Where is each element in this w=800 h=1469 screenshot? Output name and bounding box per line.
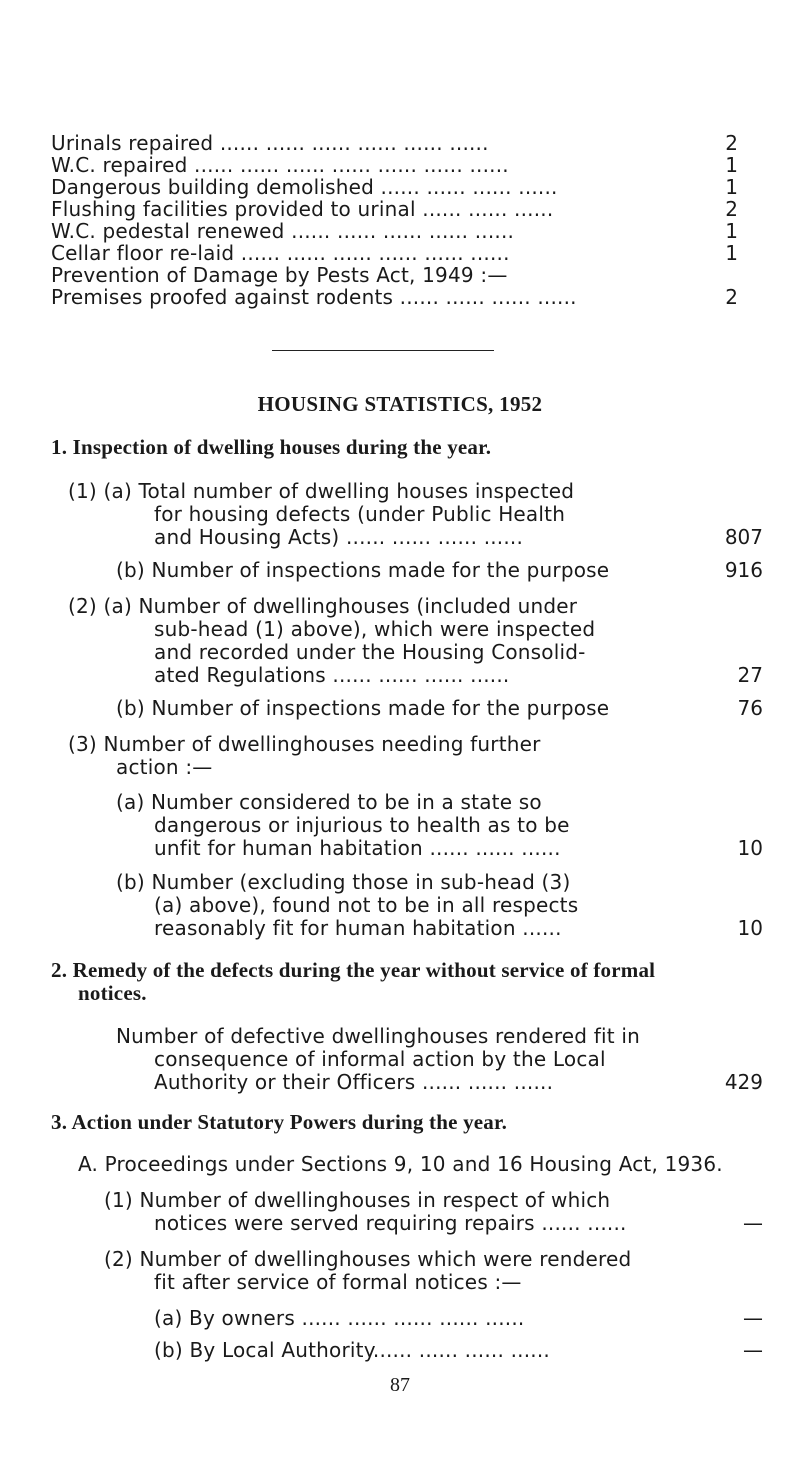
stat-value: —	[743, 1338, 763, 1362]
item-label: Cellar floor re-laid ...... ...... ...... ...... ...... ......	[51, 241, 510, 265]
item-value: 2	[725, 131, 738, 155]
text-line: fit after service of formal notices :—	[154, 1270, 522, 1294]
text-line: (b) Number (excluding those in sub-head (3)	[116, 870, 571, 894]
stat-value: —	[743, 1211, 763, 1235]
text-line: and recorded under the Housing Consolid-	[154, 640, 586, 664]
text-line: (2) Number of dwellinghouses which were rendered	[104, 1247, 632, 1271]
item-value: 2	[725, 285, 738, 309]
text-line: (a) above), found not to be in all respects	[154, 893, 579, 917]
stat-value: 429	[724, 1070, 763, 1094]
section-heading: 1. Inspection of dwelling houses during the year.	[51, 435, 492, 459]
item-label: Flushing facilities provided to urinal ...... ...... ......	[51, 197, 554, 221]
item-value: 1	[725, 241, 738, 265]
text-line: for housing defects (under Public Health	[154, 502, 566, 526]
text-line: (2) (a) Number of dwellinghouses (included under	[68, 594, 578, 618]
text-line: (a) By owners ...... ...... ...... ...... ......	[154, 1306, 525, 1330]
section-heading: 2. Remedy of the defects during the year without service of formal	[51, 958, 656, 982]
text-line: ated Regulations ...... ...... ...... ......	[154, 663, 510, 687]
item-label: W.C. pedestal renewed ...... ...... ...... ...... ......	[51, 219, 515, 243]
text-line: sub-head (1) above), which were inspected	[154, 617, 596, 641]
text-line: action :—	[116, 755, 213, 779]
text-line: (1) (a) Total number of dwelling houses inspected	[68, 479, 575, 503]
stat-value: 10	[737, 836, 763, 860]
page-title: HOUSING STATISTICS, 1952	[257, 392, 543, 416]
text-line: notices were served requiring repairs ...... ......	[154, 1211, 627, 1235]
page-number: 87	[390, 1374, 410, 1396]
stat-value: 27	[737, 663, 763, 687]
text-line: unfit for human habitation ...... ...... ......	[154, 836, 561, 860]
text-line: (b) By Local Authority...... ...... ...... ......	[154, 1338, 550, 1362]
stat-value: 916	[724, 558, 763, 582]
item-label: Dangerous building demolished ...... ...... ...... ......	[51, 175, 558, 199]
text-line: Number of defective dwellinghouses rendered fit in	[116, 1024, 640, 1048]
text-line: dangerous or injurious to health as to be	[154, 813, 570, 837]
text-line: (a) Number considered to be in a state so	[116, 790, 542, 814]
text-line: (3) Number of dwellinghouses needing further	[68, 732, 541, 756]
item-label: W.C. repaired ...... ...... ...... ...... ...... ...... ......	[51, 153, 509, 177]
item-label: Premises proofed against rodents ...... ...... ...... ......	[51, 285, 577, 309]
item-value: 1	[725, 175, 738, 199]
stat-value: 10	[737, 916, 763, 940]
item-label: Urinals repaired ...... ...... ...... ...... ...... ......	[51, 131, 489, 155]
text-line: and Housing Acts) ...... ...... ...... ......	[154, 525, 524, 549]
subsection-heading: A. Proceedings under Sections 9, 10 and 16 Housing Act, 1936.	[78, 1152, 723, 1176]
text-line: Authority or their Officers ...... ...... ......	[154, 1070, 554, 1094]
divider-rule	[272, 350, 494, 351]
text-line: (b) Number of inspections made for the purpose	[116, 696, 610, 720]
stat-value: —	[743, 1306, 763, 1330]
text-line: (1) Number of dwellinghouses in respect of which	[104, 1188, 611, 1212]
stat-value: 76	[737, 696, 763, 720]
section-heading: notices.	[78, 981, 147, 1005]
text-line: consequence of informal action by the Local	[154, 1047, 606, 1071]
text-line: reasonably fit for human habitation ......	[154, 916, 562, 940]
section-heading: 3. Action under Statutory Powers during the year.	[51, 1110, 508, 1134]
item-label: Prevention of Damage by Pests Act, 1949 :—	[51, 263, 508, 287]
stat-value: 807	[724, 525, 763, 549]
text-line: (b) Number of inspections made for the purpose	[116, 558, 610, 582]
item-value: 1	[725, 153, 738, 177]
item-value: 1	[725, 219, 738, 243]
item-value: 2	[725, 197, 738, 221]
